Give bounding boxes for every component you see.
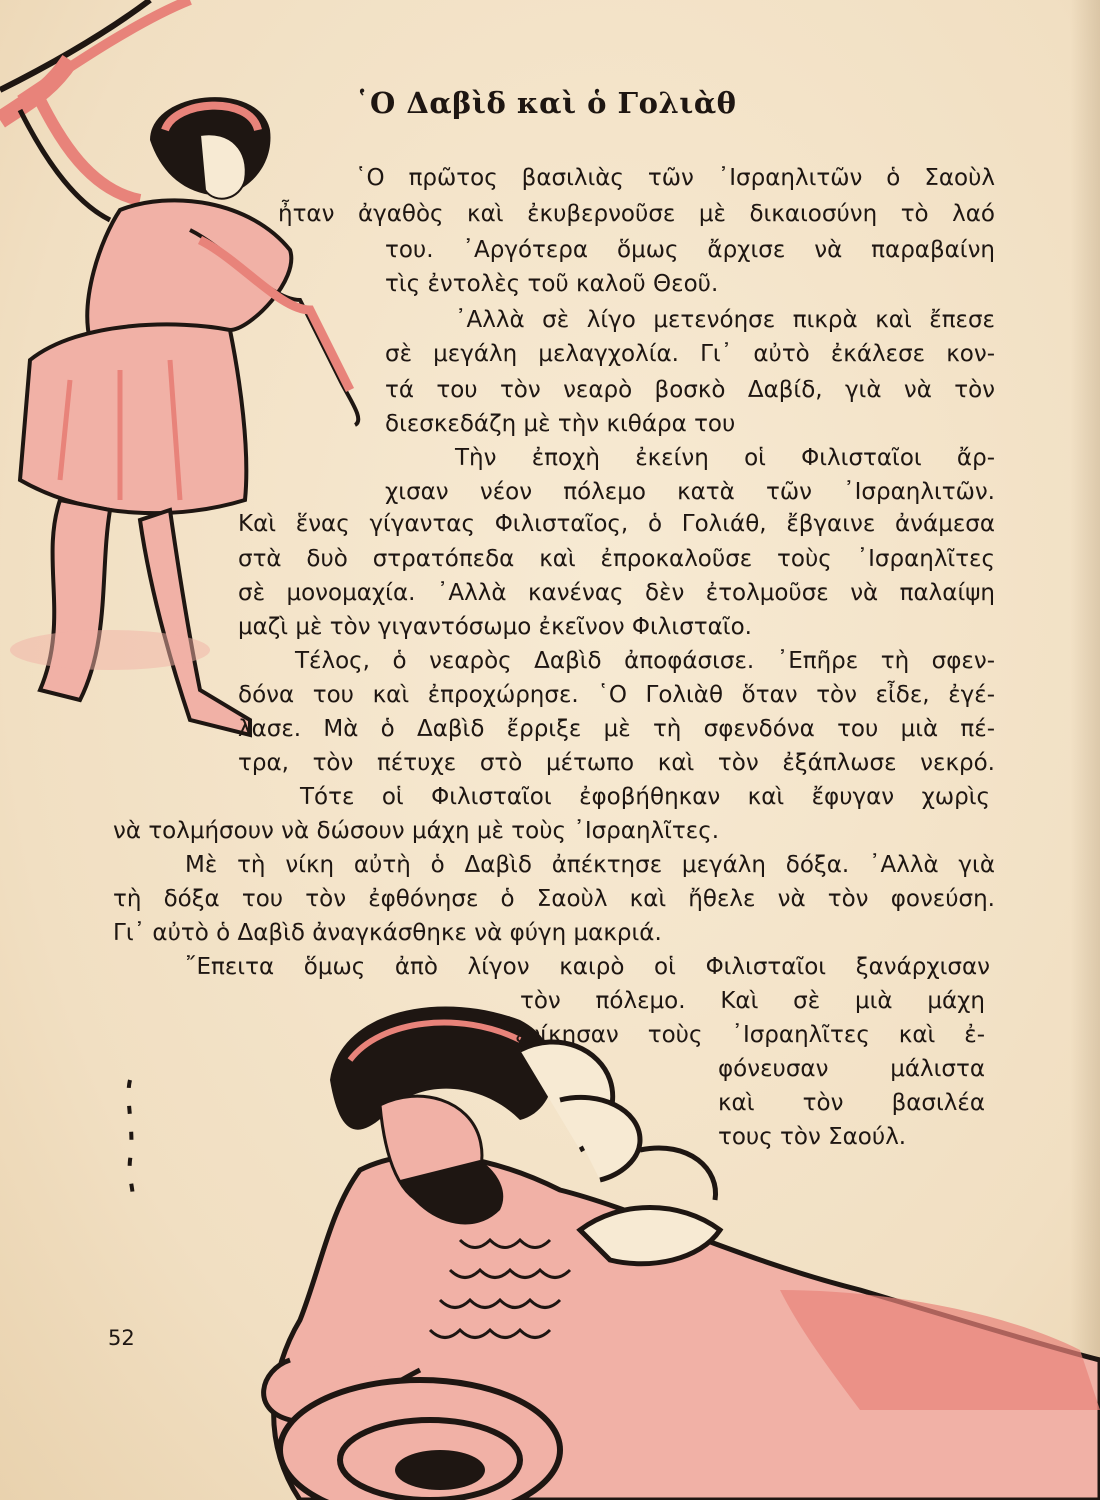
text-line-3: του. ᾿Αργότερα ὅμως ἄρχισε νὰ παραβαίνη [385, 237, 995, 263]
text-line-7: τά του τὸν νεαρὸ βοσκὸ Δαβίδ, γιὰ νὰ τὸν [385, 377, 995, 403]
page-number: 52 [108, 1326, 135, 1350]
text-line-16: δόνα του καὶ ἐπροχώρησε. ῾Ο Γολιὰθ ὅταν τὸν εἶδε, ἐγέ- [238, 682, 995, 708]
text-line-6: σὲ μεγάλη μελαγχολία. Γι᾿ αὐτὸ ἐκάλεσε κον- [385, 341, 995, 367]
text-line-8: διεσκεδάζη μὲ τὴν κιθάρα του [385, 411, 736, 437]
text-line-18: τρα, τὸν πέτυχε στὸ μέτωπο καὶ τὸν ἐξάπλωσε νεκρό. [238, 750, 995, 776]
text-line-4: τὶς ἐντολὲς τοῦ καλοῦ Θεοῦ. [385, 271, 719, 297]
text-line-12: στὰ δυὸ στρατόπεδα καὶ ἐπροκαλοῦσε τοὺς ᾿Ισραηλῖτες [238, 546, 995, 572]
text-line-23: Γι᾿ αὐτὸ ὁ Δαβὶδ ἀναγκάσθηκε νὰ φύγη μακριά. [113, 920, 662, 946]
text-line-22: τὴ δόξα του τὸν ἐφθόνησε ὁ Σαοὺλ καὶ ἤθελε νὰ τὸν φονεύση. [113, 886, 995, 912]
text-line-21: Μὲ τὴ νίκη αὐτὴ ὁ Δαβὶδ ἀπέκτησε μεγάλη δόξα. ᾿Αλλὰ γιὰ [185, 852, 995, 878]
text-line-27: φόνευσαν μάλιστα [718, 1056, 985, 1082]
text-line-28: καὶ τὸν βασιλέα [718, 1090, 985, 1116]
text-line-11: Καὶ ἕνας γίγαντας Φιλισταῖος, ὁ Γολιάθ, ἔβγαινε ἀνάμεσα [238, 511, 995, 537]
text-line-2: ἦταν ἀγαθὸς καὶ ἐκυβερνοῦσε μὲ δικαιοσύνη τὸ λαό [278, 201, 995, 227]
text-line-1: ῾Ο πρῶτος βασιλιὰς τῶν ᾿Ισραηλιτῶν ὁ Σαοὺλ [355, 165, 995, 191]
text-line-14: μαζὶ μὲ τὸν γιγαντόσωμο ἐκεῖνον Φιλισταῖο. [238, 614, 752, 640]
text-line-9: Τὴν ἐποχὴ ἐκείνη οἱ Φιλισταῖοι ἄρ- [455, 445, 995, 471]
text-line-25: τὸν πόλεμο. Καὶ σὲ μιὰ μάχη [520, 988, 985, 1014]
text-line-20: νὰ τολμήσουν νὰ δώσουν μάχη μὲ τοὺς ᾿Ισραηλῖτες. [113, 818, 720, 844]
text-line-13: σὲ μονομαχία. ᾿Αλλὰ κανένας δὲν ἐτολμοῦσε νὰ παλαίψη [238, 580, 995, 606]
text-line-17: λασε. Μὰ ὁ Δαβὶδ ἔρριξε μὲ τὴ σφενδόνα του μιὰ πέ- [238, 716, 995, 742]
text-line-26: ἐνίκησαν τοὺς ᾿Ισραηλῖτες καὶ ἐ- [515, 1022, 985, 1048]
page-title: ῾Ο Δαβὶδ καὶ ὁ Γολιὰθ [355, 86, 737, 120]
text-line-29: τους τὸν Σαούλ. [718, 1124, 907, 1150]
text-line-24: ῎Επειτα ὅμως ἀπὸ λίγον καιρὸ οἱ Φιλισταῖοι ξανάρχισαν [185, 954, 990, 980]
text-line-10: χισαν νέον πόλεμο κατὰ τῶν ᾿Ισραηλιτῶν. [385, 479, 995, 505]
text-line-15: Τέλος, ὁ νεαρὸς Δαβὶδ ἀποφάσισε. ᾿Επῆρε τὴ σφεν- [295, 648, 995, 674]
text-line-19: Τότε οἱ Φιλισταῖοι ἐφοβήθηκαν καὶ ἔφυγαν χωρὶς [300, 784, 990, 810]
text-line-5: ᾿Αλλὰ σὲ λίγο μετενόησε πικρὰ καὶ ἔπεσε [455, 307, 995, 333]
